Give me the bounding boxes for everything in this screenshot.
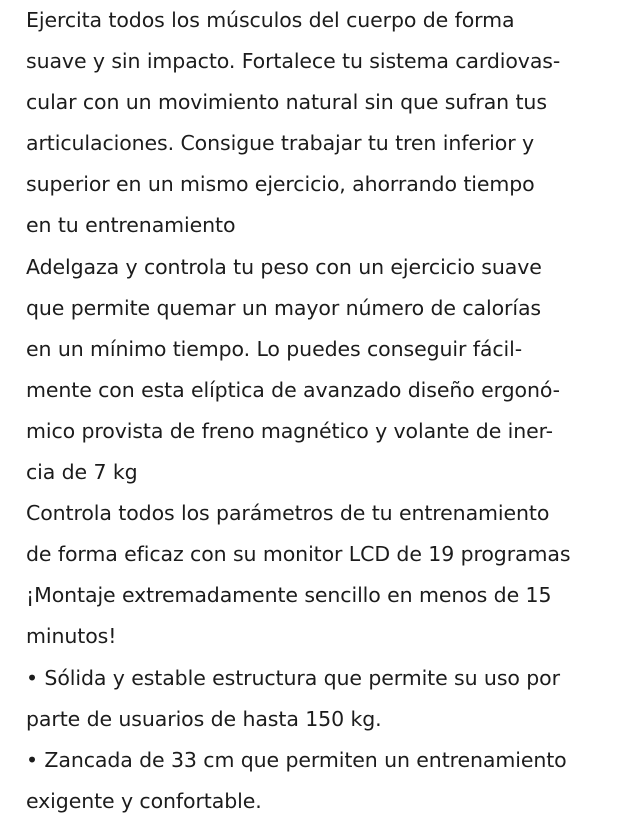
text-line: en tu entrenamiento: [26, 213, 236, 238]
text-line: Controla todos los parámetros de tu entrenamiento: [26, 501, 550, 526]
text-line: en un mínimo tiempo. Lo puedes conseguir fácil-: [26, 336, 522, 361]
text-line: ¡Montaje extremadamente sencillo en menos de 15: [26, 583, 552, 608]
text-line: mico provista de freno magnético y volante de iner-: [26, 418, 553, 443]
text-line: cia de 7 kg: [26, 460, 138, 485]
text-line: cular con un movimiento natural sin que sufran tus: [26, 90, 547, 115]
text-line: minutos!: [26, 624, 117, 649]
text-line: de forma eficaz con su monitor LCD de 19 programas: [26, 542, 571, 567]
text-line: suave y sin impacto. Fortalece tu sistema cardiovas-: [26, 49, 561, 74]
bullet-item: • Zancada de 33 cm que permiten un entrenamiento: [26, 747, 567, 772]
text-line: parte de usuarios de hasta 150 kg.: [26, 706, 382, 731]
text-line: mente con esta elíptica de avanzado diseño ergonó-: [26, 377, 560, 402]
bullet-item: • Sólida y estable estructura que permite su uso por: [26, 665, 560, 690]
text-line: Adelgaza y controla tu peso con un ejercicio suave: [26, 254, 542, 279]
text-line: Ejercita todos los músculos del cuerpo de forma: [26, 8, 515, 32]
text-line: superior en un mismo ejercicio, ahorrando tiempo: [26, 172, 535, 197]
text-line: exigente y confortable.: [26, 788, 262, 813]
text-line: articulaciones. Consigue trabajar tu tren inferior y: [26, 131, 534, 156]
text-line: que permite quemar un mayor número de calorías: [26, 295, 541, 320]
product-description: [26, 0, 626, 822]
